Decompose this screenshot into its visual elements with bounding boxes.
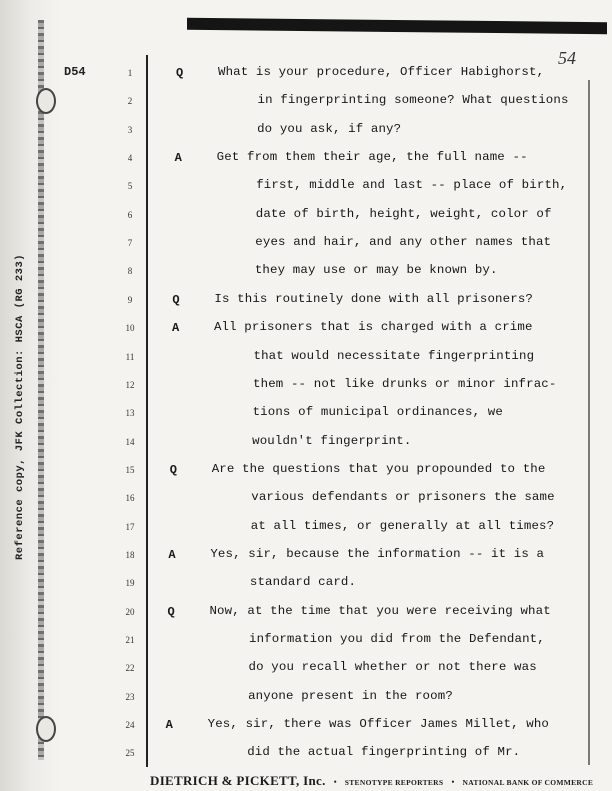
transcript-line bbox=[0, 319, 612, 343]
footer-bank: NATIONAL BANK OF COMMERCE bbox=[462, 778, 594, 787]
line-number: 25 bbox=[125, 748, 135, 759]
speaker-question: Q bbox=[167, 604, 175, 619]
line-text: Yes, sir, because the information -- it is a bbox=[210, 546, 545, 561]
line-number: 20 bbox=[125, 606, 135, 617]
speaker-answer: A bbox=[165, 718, 173, 733]
transcript-line bbox=[0, 659, 612, 683]
line-number: 24 bbox=[125, 720, 135, 731]
page-number: 54 bbox=[558, 48, 576, 68]
line-number: 3 bbox=[127, 124, 133, 135]
footer-reporters: STENOTYPE REPORTERS bbox=[344, 778, 444, 787]
line-text: eyes and hair, and any other names that bbox=[255, 235, 552, 250]
footer-separator-2: • bbox=[451, 777, 455, 787]
line-number: 5 bbox=[127, 181, 133, 192]
line-text: information you did from the Defendant, bbox=[249, 632, 545, 646]
line-number: 2 bbox=[127, 96, 133, 107]
line-number: 17 bbox=[125, 521, 135, 532]
transcript-line bbox=[0, 121, 612, 145]
line-text: All prisoners that is charged with a crime bbox=[213, 320, 533, 335]
line-text: date of birth, height, weight, color of bbox=[255, 206, 552, 221]
line-text: did the actual fingerprinting of Mr. bbox=[247, 745, 521, 760]
transcript-line bbox=[0, 376, 612, 400]
transcript-line bbox=[0, 603, 612, 627]
transcript-line bbox=[0, 177, 612, 201]
line-text: do you ask, if any? bbox=[257, 121, 402, 136]
footer-company: DIETRICH & PICKETT, Inc. bbox=[150, 773, 326, 788]
line-text: Now, at the time that you were receiving what bbox=[209, 603, 551, 618]
transcript-line bbox=[0, 433, 612, 457]
transcript-line bbox=[0, 291, 612, 315]
line-text: Yes, sir, there was Officer James Millet, who bbox=[207, 717, 549, 732]
speaker-answer: A bbox=[174, 151, 182, 166]
line-text: they may use or may be known by. bbox=[254, 263, 498, 278]
line-number: 1 bbox=[127, 68, 133, 78]
transcript-line bbox=[0, 262, 612, 286]
line-number: 11 bbox=[125, 351, 135, 362]
speaker-question: Q bbox=[176, 66, 184, 80]
line-number: 19 bbox=[125, 578, 135, 589]
transcript-line bbox=[0, 149, 612, 173]
line-number: 14 bbox=[125, 436, 135, 447]
transcript-line bbox=[0, 348, 612, 372]
transcript-line bbox=[0, 404, 612, 428]
transcript-line bbox=[0, 631, 612, 655]
line-number: 10 bbox=[125, 323, 135, 334]
line-text: first, middle and last -- place of birth, bbox=[256, 178, 568, 193]
line-number: 9 bbox=[127, 294, 133, 305]
transcript-line bbox=[0, 546, 612, 570]
transcript-line bbox=[0, 716, 612, 740]
line-text: do you recall whether or not there was bbox=[248, 660, 537, 675]
line-text: Is this routinely done with all prisoners? bbox=[214, 291, 533, 306]
line-text: that would necessitate fingerprinting bbox=[253, 348, 535, 363]
speaker-question: Q bbox=[169, 462, 177, 477]
speaker-question: Q bbox=[172, 292, 180, 307]
line-number: 22 bbox=[125, 663, 135, 674]
line-number: 12 bbox=[125, 379, 135, 390]
transcript-line bbox=[0, 518, 612, 542]
document-id: D54 bbox=[64, 65, 86, 79]
line-text: What is your procedure, Officer Habighorst, bbox=[218, 65, 545, 79]
transcript-line bbox=[0, 744, 612, 768]
line-text: anyone present in the room? bbox=[248, 688, 453, 703]
top-rule-line bbox=[187, 18, 607, 34]
transcript-line bbox=[0, 489, 612, 513]
line-number: 18 bbox=[125, 549, 135, 560]
speaker-answer: A bbox=[168, 547, 176, 562]
line-number: 15 bbox=[125, 464, 135, 475]
line-number: 6 bbox=[127, 209, 133, 220]
speaker-answer: A bbox=[171, 321, 180, 336]
line-text: at all times, or generally at all times? bbox=[250, 518, 555, 533]
transcript-line bbox=[0, 92, 612, 116]
line-text: Are the questions that you propounded to the bbox=[211, 461, 546, 476]
line-number: 16 bbox=[125, 493, 135, 504]
transcript-line bbox=[0, 574, 612, 598]
line-text: Get from them their age, the full name -- bbox=[216, 150, 528, 165]
line-text: in fingerprinting someone? What questions bbox=[257, 93, 569, 108]
transcript-line bbox=[0, 688, 612, 712]
line-number: 13 bbox=[125, 408, 135, 419]
reference-copy-label: Reference copy, JFK Collection: HSCA (RG 233) bbox=[14, 253, 26, 560]
line-text: wouldn't fingerprint. bbox=[252, 433, 412, 448]
line-number: 8 bbox=[127, 266, 133, 277]
line-number: 21 bbox=[125, 635, 135, 645]
transcript-line bbox=[0, 234, 612, 258]
transcript-line bbox=[0, 461, 612, 485]
line-text: them -- not like drunks or minor infrac- bbox=[253, 376, 557, 391]
transcript-line bbox=[0, 206, 612, 230]
line-number: 4 bbox=[127, 153, 133, 164]
line-number: 23 bbox=[125, 691, 135, 702]
line-text: various defendants or prisoners the same bbox=[251, 490, 555, 505]
transcript-line bbox=[0, 64, 612, 88]
line-text: standard card. bbox=[249, 575, 357, 590]
line-text: tions of municipal ordinances, we bbox=[252, 405, 503, 420]
footer-separator-1: • bbox=[333, 777, 337, 787]
line-number: 7 bbox=[127, 238, 133, 249]
footer bbox=[150, 772, 612, 791]
